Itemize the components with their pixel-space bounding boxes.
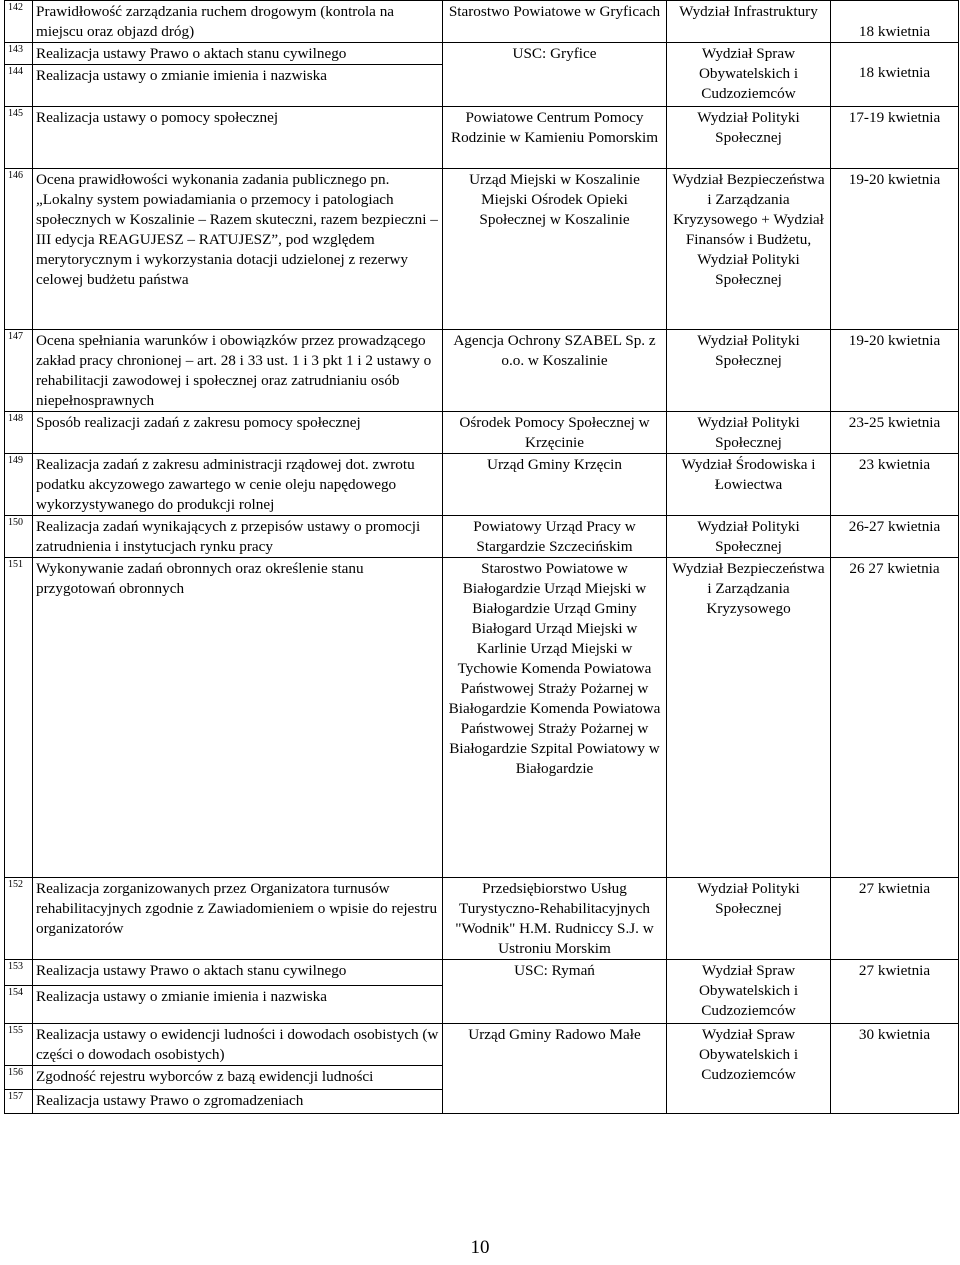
inspection-term: 23-25 kwietnia (831, 412, 959, 454)
inspection-subject: Realizacja zadań wynikających z przepisów ustawy o promocji zatrudnienia i instytucjach rynku pracy (33, 516, 443, 558)
inspection-subject: Realizacja ustawy Prawo o zgromadzeniach (33, 1090, 443, 1114)
responsible-department: Wydział Infrastruktury (667, 1, 831, 43)
inspection-term: 18 kwietnia (831, 43, 959, 107)
inspected-unit: USC: Gryfice (443, 43, 667, 107)
row-number: 151 (5, 558, 33, 878)
table-row (5, 169, 959, 330)
inspection-subject: Realizacja ustawy o zmianie imienia i nazwiska (33, 986, 443, 1024)
inspection-term: 26 27 kwietnia (831, 558, 959, 878)
inspection-term: 19-20 kwietnia (831, 330, 959, 412)
inspection-schedule-table (4, 0, 959, 1114)
inspected-unit: Urząd Gminy Radowo Małe (443, 1024, 667, 1114)
inspection-subject: Realizacja ustawy Prawo o aktach stanu cywilnego (33, 960, 443, 986)
row-number: 143 (5, 43, 33, 65)
inspection-subject: Sposób realizacji zadań z zakresu pomocy społecznej (33, 412, 443, 454)
inspection-subject: Realizacja zadań z zakresu administracji rządowej dot. zwrotu podatku akcyzowego zawartego w cenie oleju napędowego wykorzystywanego do produkcji rolnej (33, 454, 443, 516)
inspected-unit: Urząd Gminy Krzęcin (443, 454, 667, 516)
row-number: 154 (5, 986, 33, 1024)
responsible-department: Wydział Spraw Obywatelskich i Cudzoziemców (667, 1024, 831, 1114)
inspection-term: 18 kwietnia (831, 1, 959, 43)
inspection-subject: Realizacja ustawy o ewidencji ludności i dowodach osobistych (w części o dowodach osobistych) (33, 1024, 443, 1066)
table-row (5, 1024, 959, 1066)
responsible-department: Wydział Polityki Społecznej (667, 412, 831, 454)
inspection-term: 30 kwietnia (831, 1024, 959, 1114)
inspection-subject: Ocena prawidłowości wykonania zadania publicznego pn. „Lokalny system powiadamiania o przemocy i patologiach społecznych w Koszalinie – Razem skuteczni, razem bezpieczni – III edycja REAGUJESZ – RATUJESZ”, pod względem merytorycznym i wykorzystania dotacji udzielonej z rezerwy celowej budżetu państwa (33, 169, 443, 330)
inspection-term: 27 kwietnia (831, 960, 959, 1024)
row-number: 157 (5, 1090, 33, 1114)
table-row (5, 107, 959, 169)
inspection-subject: Realizacja ustawy o zmianie imienia i nazwiska (33, 65, 443, 107)
responsible-department: Wydział Polityki Społecznej (667, 878, 831, 960)
inspected-unit: Starostwo Powiatowe w Białogardzie Urząd Miejski w Białogardzie Urząd Gminy Białogard Urząd Miejski w Karlinie Urząd Miejski w Tychowie Komenda Powiatowa Państwowej Straży Pożarnej w Białogardzie Komenda Powiatowa Państwowej Straży Pożarnej w Białogardzie Szpital Powiatowy w Białogardzie (443, 558, 667, 878)
table-row (5, 558, 959, 878)
responsible-department: Wydział Polityki Społecznej (667, 516, 831, 558)
row-number: 142 (5, 1, 33, 43)
responsible-department: Wydział Polityki Społecznej (667, 107, 831, 169)
page-number: 10 (470, 1237, 490, 1258)
inspected-unit: USC: Rymań (443, 960, 667, 1024)
table-row (5, 1, 959, 43)
row-number: 148 (5, 412, 33, 454)
row-number: 146 (5, 169, 33, 330)
inspection-term: 26-27 kwietnia (831, 516, 959, 558)
inspection-subject: Realizacja zorganizowanych przez Organizatora turnusów rehabilitacyjnych zgodnie z Zawiadomieniem o wpisie do rejestru organizatorów (33, 878, 443, 960)
responsible-department: Wydział Polityki Społecznej (667, 330, 831, 412)
inspection-subject: Realizacja ustawy Prawo o aktach stanu cywilnego (33, 43, 443, 65)
inspection-subject: Realizacja ustawy o pomocy społecznej (33, 107, 443, 169)
table-row (5, 960, 959, 986)
responsible-department: Wydział Spraw Obywatelskich i Cudzoziemców (667, 43, 831, 107)
row-number: 144 (5, 65, 33, 107)
row-number: 145 (5, 107, 33, 169)
table-row (5, 43, 959, 65)
row-number: 153 (5, 960, 33, 986)
row-number: 156 (5, 1066, 33, 1090)
row-number: 155 (5, 1024, 33, 1066)
responsible-department: Wydział Środowiska i Łowiectwa (667, 454, 831, 516)
responsible-department: Wydział Bezpieczeństwa i Zarządzania Kryzysowego + Wydział Finansów i Budżetu, Wydział Polityki Społecznej (667, 169, 831, 330)
inspected-unit: Powiatowy Urząd Pracy w Stargardzie Szczecińskim (443, 516, 667, 558)
inspection-subject: Ocena spełniania warunków i obowiązków przez prowadzącego zakład pracy chronionej – art. 28 i 33 ust. 1 i 3 pkt 1 i 2 ustawy o rehabilitacji zawodowej i społecznej oraz zatrudnianiu osób niepełnosprawnych (33, 330, 443, 412)
inspection-term: 17-19 kwietnia (831, 107, 959, 169)
inspection-subject: Zgodność rejestru wyborców z bazą ewidencji ludności (33, 1066, 443, 1090)
row-number: 147 (5, 330, 33, 412)
table-row (5, 878, 959, 960)
inspected-unit: Agencja Ochrony SZABEL Sp. z o.o. w Koszalinie (443, 330, 667, 412)
inspected-unit: Urząd Miejski w Koszalinie Miejski Ośrodek Opieki Społecznej w Koszalinie (443, 169, 667, 330)
table-row (5, 454, 959, 516)
table-row (5, 516, 959, 558)
responsible-department: Wydział Spraw Obywatelskich i Cudzoziemców (667, 960, 831, 1024)
inspection-term: 19-20 kwietnia (831, 169, 959, 330)
inspected-unit: Powiatowe Centrum Pomocy Rodzinie w Kamieniu Pomorskim (443, 107, 667, 169)
inspected-unit: Przedsiębiorstwo Usług Turystyczno-Rehabilitacyjnych "Wodnik" H.M. Rudniccy S.J. w Ustroniu Morskim (443, 878, 667, 960)
table-row (5, 330, 959, 412)
inspection-subject: Prawidłowość zarządzania ruchem drogowym (kontrola na miejscu oraz objazd dróg) (33, 1, 443, 43)
inspected-unit: Ośrodek Pomocy Społecznej w Krzęcinie (443, 412, 667, 454)
row-number: 152 (5, 878, 33, 960)
inspection-term: 23 kwietnia (831, 454, 959, 516)
inspection-term: 27 kwietnia (831, 878, 959, 960)
table-row (5, 412, 959, 454)
inspection-subject: Wykonywanie zadań obronnych oraz określenie stanu przygotowań obronnych (33, 558, 443, 878)
row-number: 149 (5, 454, 33, 516)
responsible-department: Wydział Bezpieczeństwa i Zarządzania Kryzysowego (667, 558, 831, 878)
row-number: 150 (5, 516, 33, 558)
inspected-unit: Starostwo Powiatowe w Gryficach (443, 1, 667, 43)
